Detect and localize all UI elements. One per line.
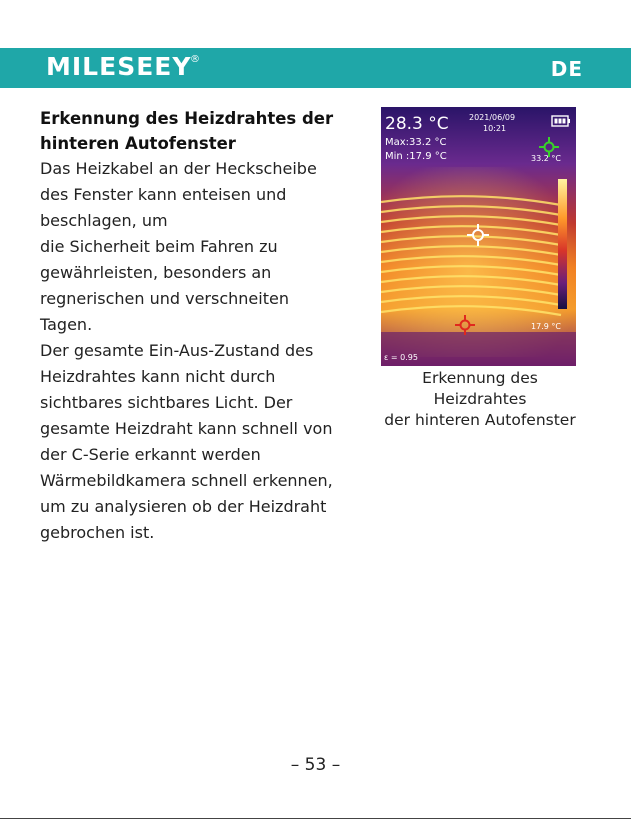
brand-logo: MILESEEY xyxy=(46,52,192,81)
capture-time: 10:21 xyxy=(483,124,507,133)
min-temperature: Min :17.9 °C xyxy=(385,151,447,162)
body-line: Tagen. xyxy=(40,315,93,334)
body-line: um zu analysieren ob der Heizdraht xyxy=(40,497,327,516)
image-caption xyxy=(370,368,590,431)
header-bar xyxy=(0,48,631,88)
scale-min-label: 17.9 °C xyxy=(531,322,561,331)
center-temperature: 28.3 °C xyxy=(385,114,449,134)
registered-mark: ® xyxy=(190,54,200,65)
body-line: gebrochen ist. xyxy=(40,523,155,542)
body-line: Das Heizkabel an der Heckscheibe xyxy=(40,159,317,178)
language-code: DE xyxy=(550,57,583,81)
capture-date: 2021/06/09 xyxy=(469,113,516,122)
max-temperature: Max:33.2 °C xyxy=(385,137,447,148)
heading-line: hinteren Autofenster xyxy=(40,134,236,153)
body-line: Der gesamte Ein-Aus-Zustand des xyxy=(40,341,314,360)
emissivity-label: ε = 0.95 xyxy=(384,353,418,362)
max-marker-label: 33.2 °C xyxy=(531,154,561,163)
body-line: Heizdrahtes kann nicht durch xyxy=(40,367,276,386)
body-line: gewährleisten, besonders an xyxy=(40,263,272,282)
body-line: der C-Serie erkannt werden xyxy=(40,445,261,464)
footer-divider xyxy=(0,818,631,819)
caption-line: Heizdrahtes xyxy=(433,390,527,408)
thermal-camera-image xyxy=(381,107,576,366)
temperature-scale-bar xyxy=(558,179,567,309)
caption-line: der hinteren Autofenster xyxy=(384,411,576,429)
body-line: Wärmebildkamera schnell erkennen, xyxy=(40,471,333,490)
body-line: des Fenster kann enteisen und xyxy=(40,185,287,204)
thermal-svg xyxy=(381,107,576,366)
section-heading xyxy=(40,106,340,156)
body-line: gesamte Heizdraht kann schnell von xyxy=(40,419,333,438)
caption-line: Erkennung des xyxy=(422,369,538,387)
body-line: sichtbares sichtbares Licht. Der xyxy=(40,393,293,412)
section-body xyxy=(40,156,350,546)
page-number: – 53 – xyxy=(290,755,341,775)
body-line: die Sicherheit beim Fahren zu xyxy=(40,237,278,256)
heading-line: Erkennung des Heizdrahtes der xyxy=(40,109,334,128)
body-line: regnerischen und verschneiten xyxy=(40,289,289,308)
body-line: beschlagen, um xyxy=(40,211,168,230)
